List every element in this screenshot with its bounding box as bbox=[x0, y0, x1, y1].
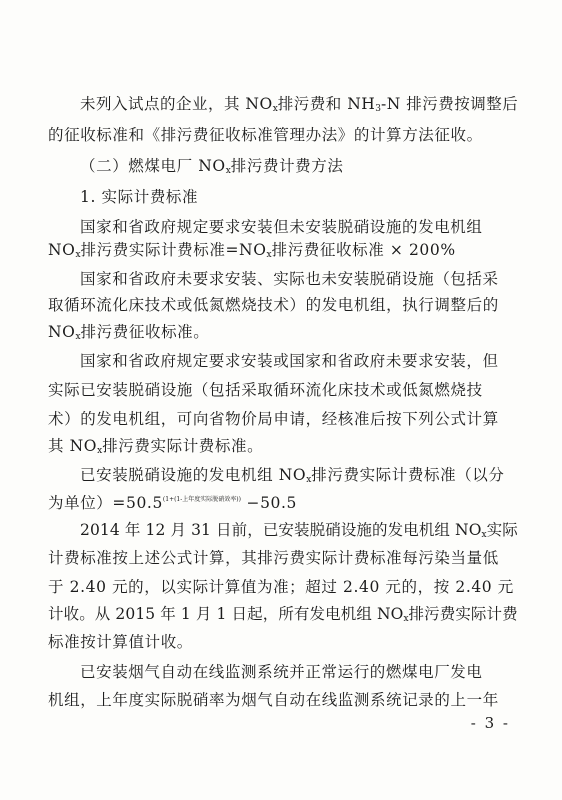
subsection-heading: 1. 实际计费标准 bbox=[80, 188, 199, 206]
paragraph-line: 机组，上年度实际脱硝率为烟气自动在线监测系统记录的上一年 bbox=[48, 691, 499, 709]
paragraph-line: 实际已安装脱硝设施（包括采取循环流化床技术或低氮燃烧技 bbox=[48, 381, 483, 399]
page-number: - 3 - bbox=[470, 714, 510, 732]
paragraph-line: 国家和省政府规定要求安装但未安装脱硝设施的发电机组 bbox=[80, 218, 483, 236]
formula-line: 为单位）$=50.5^{(1+(1-上年度实际脱硝效率))} -50.5$ bbox=[48, 494, 297, 512]
paragraph-line: 2014 年 12 月 31 日前，已安装脱硝设施的发电机组 $NO_x$实际 bbox=[80, 521, 518, 540]
paragraph-line: 国家和省政府规定要求安装或国家和省政府未要求安装，但 bbox=[80, 352, 499, 370]
paragraph-line: 其 $NO_x$排污费实际计费标准。 bbox=[48, 437, 264, 456]
paragraph-line: 计收。从 2015 年 1 月 1 日起，所有发电机组 $NO_x$排污费实际计费 bbox=[48, 605, 518, 624]
paragraph-line: 于 2.40 元的，以实际计算值为准；超过 2.40 元的，按 2.40 元 bbox=[48, 578, 514, 596]
paragraph-line: 已安装脱硝设施的发电机组 $NO_x$排污费实际计费标准（以分 bbox=[80, 466, 505, 485]
paragraph-line: 标准按计算值计收。 bbox=[48, 633, 193, 651]
paragraph-line: 的征收标准和《排污费征收标准管理办法》的计算方法征收。 bbox=[48, 126, 483, 144]
paragraph-line: 计费标准按上述公式计算，其排污费实际计费标准每污染当量低 bbox=[48, 549, 499, 567]
paragraph-line: $NO_x$排污费征收标准。 bbox=[48, 323, 210, 342]
paragraph-line: 取循环流化床技术或低氮燃烧技术）的发电机组，执行调整后的 bbox=[48, 296, 499, 314]
section-heading: （二）燃煤电厂 $NO_x$排污费计费方法 bbox=[80, 157, 344, 176]
formula-line: $NO_x$排污费实际计费标准$=NO_x$排污费征收标准 × 200% bbox=[48, 241, 456, 260]
paragraph-line: 国家和省政府未要求安装、实际也未安装脱硝设施（包括采 bbox=[80, 270, 499, 288]
paragraph-line: 术）的发电机组，可向省物价局申请，经核准后按下列公式计算 bbox=[48, 410, 499, 428]
paragraph-line: 已安装烟气自动在线监测系统并正常运行的燃煤电厂发电 bbox=[80, 663, 483, 681]
paragraph-line: 未列入试点的企业，其 $NO_x$排污费和 $NH_3-N$ 排污费按调整后 bbox=[80, 95, 519, 114]
